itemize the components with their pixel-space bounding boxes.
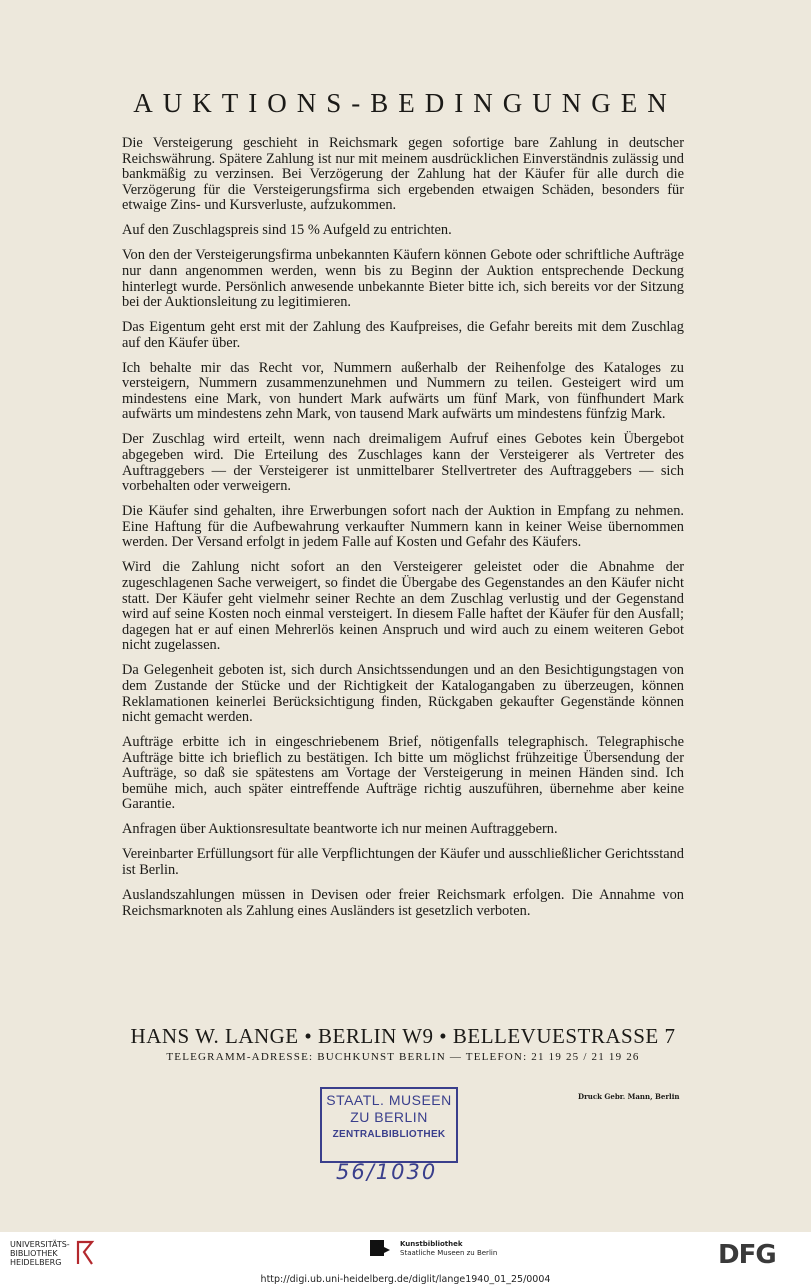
uni-logo-line: BIBLIOTHEK [10,1249,58,1258]
paragraph: Vereinbarter Erfüllungsort für alle Verpflichtungen der Käufer und ausschließlicher Gerichtsstand ist Berlin. [122,846,684,879]
paragraph: Auf den Zuschlagspreis sind 15 % Aufgeld zu entrichten. [122,222,452,239]
university-library-logo[interactable] [10,1240,70,1267]
paragraph: Aufträge erbitte ich in eingeschriebenem Brief, nötigenfalls telegraphisch. Telegraphische Aufträge bitte ich brieflich zu bestätigen. Ich bitte um möglichst frühzeitige Übersendung der Aufträge, so daß sie spätestens am Vortage der Versteigerung in meinen Händen sind. Ich bemühe mich, auch später eintreffende Aufträge richtig auszuführen, übernehme aber keine Garantie. [122,734,684,813]
stamp-line-1: STAATL. MUSEEN [326,1092,452,1108]
paragraph: Wird die Zahlung nicht sofort an den Versteigerer geleistet oder die Abnahme der zugeschlagenen Sache verweigert, so findet die Übergabe des Gegenstandes an den Käufer nicht statt. Der Käufer geht vielmehr seiner Rechte an dem Zuschlag verlustig und der Gegenstand wird auf seine Kosten noch einmal versteigert. In diesem Falle haftet der Käufer für den Ausfall; dagegen hat er auf einen Mehrerlös keinen Anspruch und wird auch zu einem weiteren Gebot nicht zugelassen. [122,559,684,654]
conditions-text [122,136,684,929]
telegram-phone-line: TELEGRAMM-ADRESSE: BUCHKUNST BERLIN — TELEFON: 21 19 25 / 21 19 26 [166,1051,640,1063]
paragraph: Anfragen über Auktionsresultate beantworte ich nur meinen Auftraggebern. [122,821,558,838]
paragraph: Die Versteigerung geschieht in Reichsmark gegen sofortige bare Zahlung in deutscher Reichswährung. Spätere Zahlung ist nur mit meinem ausdrücklichen Einverständnis zulässig und bankmäßig zu verzinsen. Bei Verzögerung der Zahlung hat der Käufer für alle durch die Verzögerung für die Versteigerungsfirma sich ergebenden etwaigen Schäden, besonders für etwaige Zins- und Kursverluste, aufzukommen. [122,135,684,214]
dfg-logo[interactable]: DFG [718,1240,776,1270]
uni-logo-line: HEIDELBERG [10,1258,62,1267]
paragraph: Da Gelegenheit geboten ist, sich durch Ansichtssendungen und an den Besichtigungstagen von dem Zustande der Stücke und der Richtigkeit der Katalogangaben zu überzeugen, können Reklamationen keinerlei Berücksichtigung finden, Rückgaben gekaufter Gegenstände können nicht gemacht werden. [122,662,684,726]
paragraph: Ich behalte mir das Recht vor, Nummern außerhalb der Reihenfolge des Kataloges zu versteigern, Nummern zusammenzunehmen und Nummern zu teilen. Gesteigert wird um mindestens eine Mark, von hundert Mark aufwärts um fünf Mark, von fünfhundert Mark aufwärts um mindestens zehn Mark, von tausend Mark aufwärts um mindestens fünfzig Mark. [122,359,684,423]
kb-subtitle: Staatliche Museen zu Berlin [400,1249,498,1257]
kb-title: Kunstbibliothek [400,1240,463,1248]
paragraph: Die Käufer sind gehalten, ihre Erwerbungen sofort nach der Auktion in Empfang zu nehmen. Eine Haftung für die Aufbewahrung verkaufter Nummern kann in keiner Weise übernommen werden. Der Versand erfolgt in jedem Falle auf Kosten und Gefahr des Käufers. [122,503,684,551]
paragraph: Von den der Versteigerungsfirma unbekannten Käufern können Gebote oder schriftliche Aufträge nur dann angenommen werden, wenn bis zu Beginn der Auktion entsprechende Deckung hinterlegt wurde. Persönlich anwesende unbekannte Bieter bitte ich, sich bereits vor der Sitzung bei der Auktionsleitung zu legitimieren. [122,247,684,311]
university-emblem-icon [74,1238,96,1266]
stamp-line-2: ZU BERLIN [350,1109,428,1125]
page-url[interactable]: http://digi.ub.uni-heidelberg.de/diglit/lange1940_01_25/0004 [260,1274,551,1285]
kunstbibliothek-label [400,1240,497,1258]
printer-credit: Druck Gebr. Mann, Berlin [578,1092,680,1101]
library-stamp [320,1087,458,1163]
stamp-line-3: ZENTRALBIBLIOTHEK [332,1129,446,1140]
paragraph: Der Zuschlag wird erteilt, wenn nach dreimaligem Aufruf eines Gebotes kein Übergebot abgegeben wird. Die Erteilung des Zuschlages kann der Versteigerer als Vertreter des Auftraggebers — der Versteigerer ist unmittelbarer Stellvertreter des Auftraggebers — sich vorbehalten oder verweigern. [122,431,684,495]
paragraph: Auslandszahlungen müssen in Devisen oder freier Reichsmark erfolgen. Die Annahme von Reichsmarknoten als Zahlung eines Ausländers ist gesetzlich verboten. [122,887,684,919]
handwritten-shelfmark: 56/1030 [336,1160,438,1184]
paragraph: Das Eigentum geht erst mit der Zahlung des Kaufpreises, die Gefahr bereits mit dem Zuschlag auf den Käufer über. [122,319,684,351]
kunstbibliothek-logo-icon[interactable] [368,1236,392,1260]
uni-logo-line: UNIVERSITÄTS- [10,1240,70,1249]
page-title: AUKTIONS-BEDINGUNGEN [133,88,677,118]
publisher-address: HANS W. LANGE • BERLIN W9 • BELLEVUESTRASSE 7 [130,1024,676,1048]
